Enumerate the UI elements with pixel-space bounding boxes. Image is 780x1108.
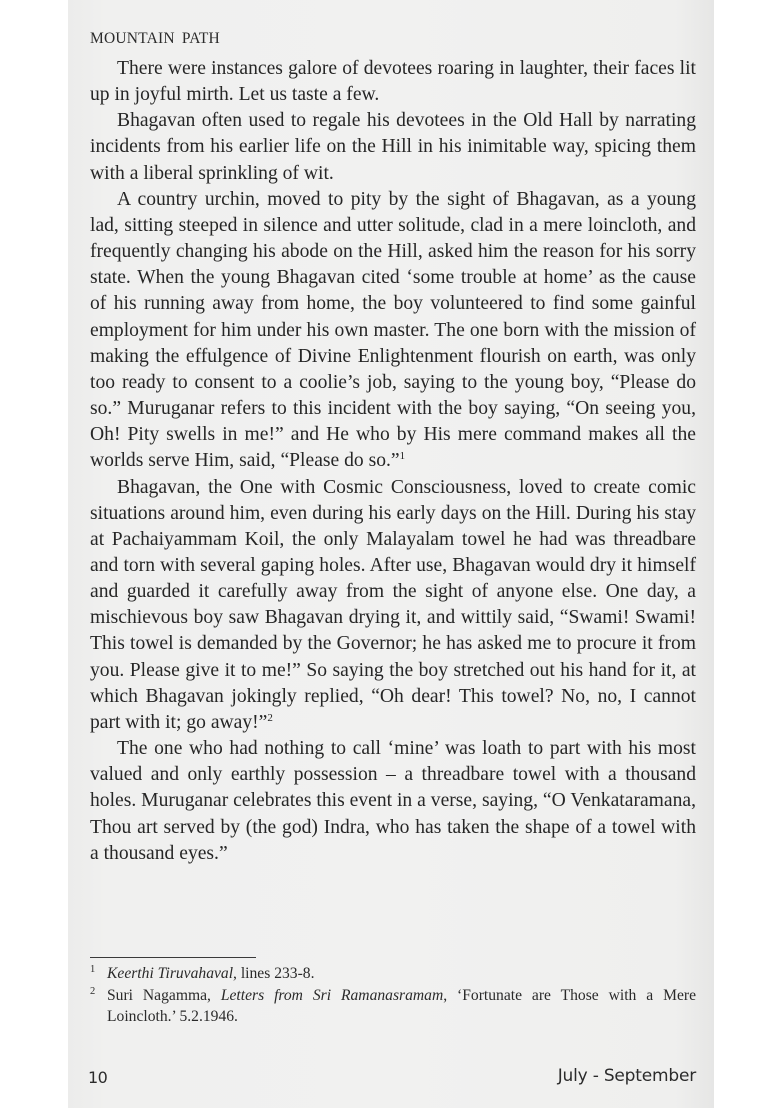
- footnote-title: Letters from Sri Ramanasramam: [220, 986, 444, 1004]
- paragraph: [90, 108, 696, 186]
- footnote-text: , ‘Fortunate are Those with a Mere Loincloth.’ 5.2.1946.: [107, 986, 696, 1025]
- footnote-1: [90, 963, 696, 985]
- footnote-2: [90, 985, 696, 1028]
- article-body: [90, 56, 696, 867]
- paragraph-text: A country urchin, moved to pity by the sight of Bhagavan, as a young lad, sitting steeped in silence and utter solitude, clad in a mere loincloth, and frequently changing his abode on the Hill, asked him the reason for his sorry state. When the young Bhagavan cited ‘some trouble at home’ as the cause of his running away from home, the boy volunteered to find some gainful employment for him under his own master. The one born with the mission of making the effulgence of Divine Enlightenment flourish on earth, was only too ready to consent to a coolie’s job, saying to the young boy, “Please do so.” Muruganar refers to this incident with the boy saying, “On seeing you, Oh! Pity swells in me!” and He who by His mere command makes all the worlds serve Him, said, “Please do so.”: [90, 188, 696, 472]
- running-head: MOUNTAIN PATH: [90, 30, 220, 47]
- magazine-page: [68, 0, 714, 1108]
- footnote-number: 1: [90, 964, 96, 975]
- paragraph: [90, 56, 696, 108]
- paragraph: [90, 187, 696, 475]
- footnote-text: , lines 233-8.: [233, 965, 315, 982]
- footnote-divider: [90, 957, 256, 958]
- paragraph: [90, 736, 696, 867]
- paragraph-text: There were instances galore of devotees roaring in laughter, their faces lit up in joyful mirth. Let us taste a few.: [90, 58, 696, 106]
- paragraph-text: Bhagavan, the One with Cosmic Consciousness, loved to create comic situations around him, even during his early days on the Hill. During his stay at Pachaiyammam Koil, the only Malayalam towel he had was threadbare and torn with several gaping holes. After use, Bhagavan would dry it himself and guarded it carefully away from the sight of anyone else. One day, a mischievous boy saw Bhagavan drying it, and wittily said, “Swami! Swami! This towel is demanded by the Governor; he has asked me to procure it from you. Please give it to me!” So saying the boy stretched out his hand for it, at which Bhagavan jokingly replied, “Oh dear! This towel? No, no, I cannot part with it; go away!”: [90, 476, 696, 733]
- paragraph-text: The one who had nothing to call ‘mine’ was loath to part with his most valued and only earthly possession – a threadbare towel with a thousand holes. Muruganar celebrates this event in a verse, saying, “O Venkataramana, Thou art served by (the god) Indra, who has taken the shape of a towel with a thousand eyes.”: [90, 738, 696, 864]
- footnote-author: Suri Nagamma,: [107, 986, 221, 1004]
- footnote-reference[interactable]: 2: [267, 711, 273, 724]
- footnote-title: Keerthi Tiruvahaval: [107, 965, 234, 982]
- footnotes: [90, 963, 696, 1028]
- footnote-number: 2: [90, 985, 96, 997]
- paragraph: [90, 475, 696, 737]
- issue-label: July - September: [557, 1066, 696, 1086]
- page-number: 10: [88, 1068, 108, 1087]
- paragraph-text: Bhagavan often used to regale his devotees in the Old Hall by narrating incidents from his earlier life on the Hill in his inimitable way, spicing them with a liberal sprinkling of wit.: [90, 110, 696, 184]
- footnote-reference[interactable]: 1: [399, 450, 406, 463]
